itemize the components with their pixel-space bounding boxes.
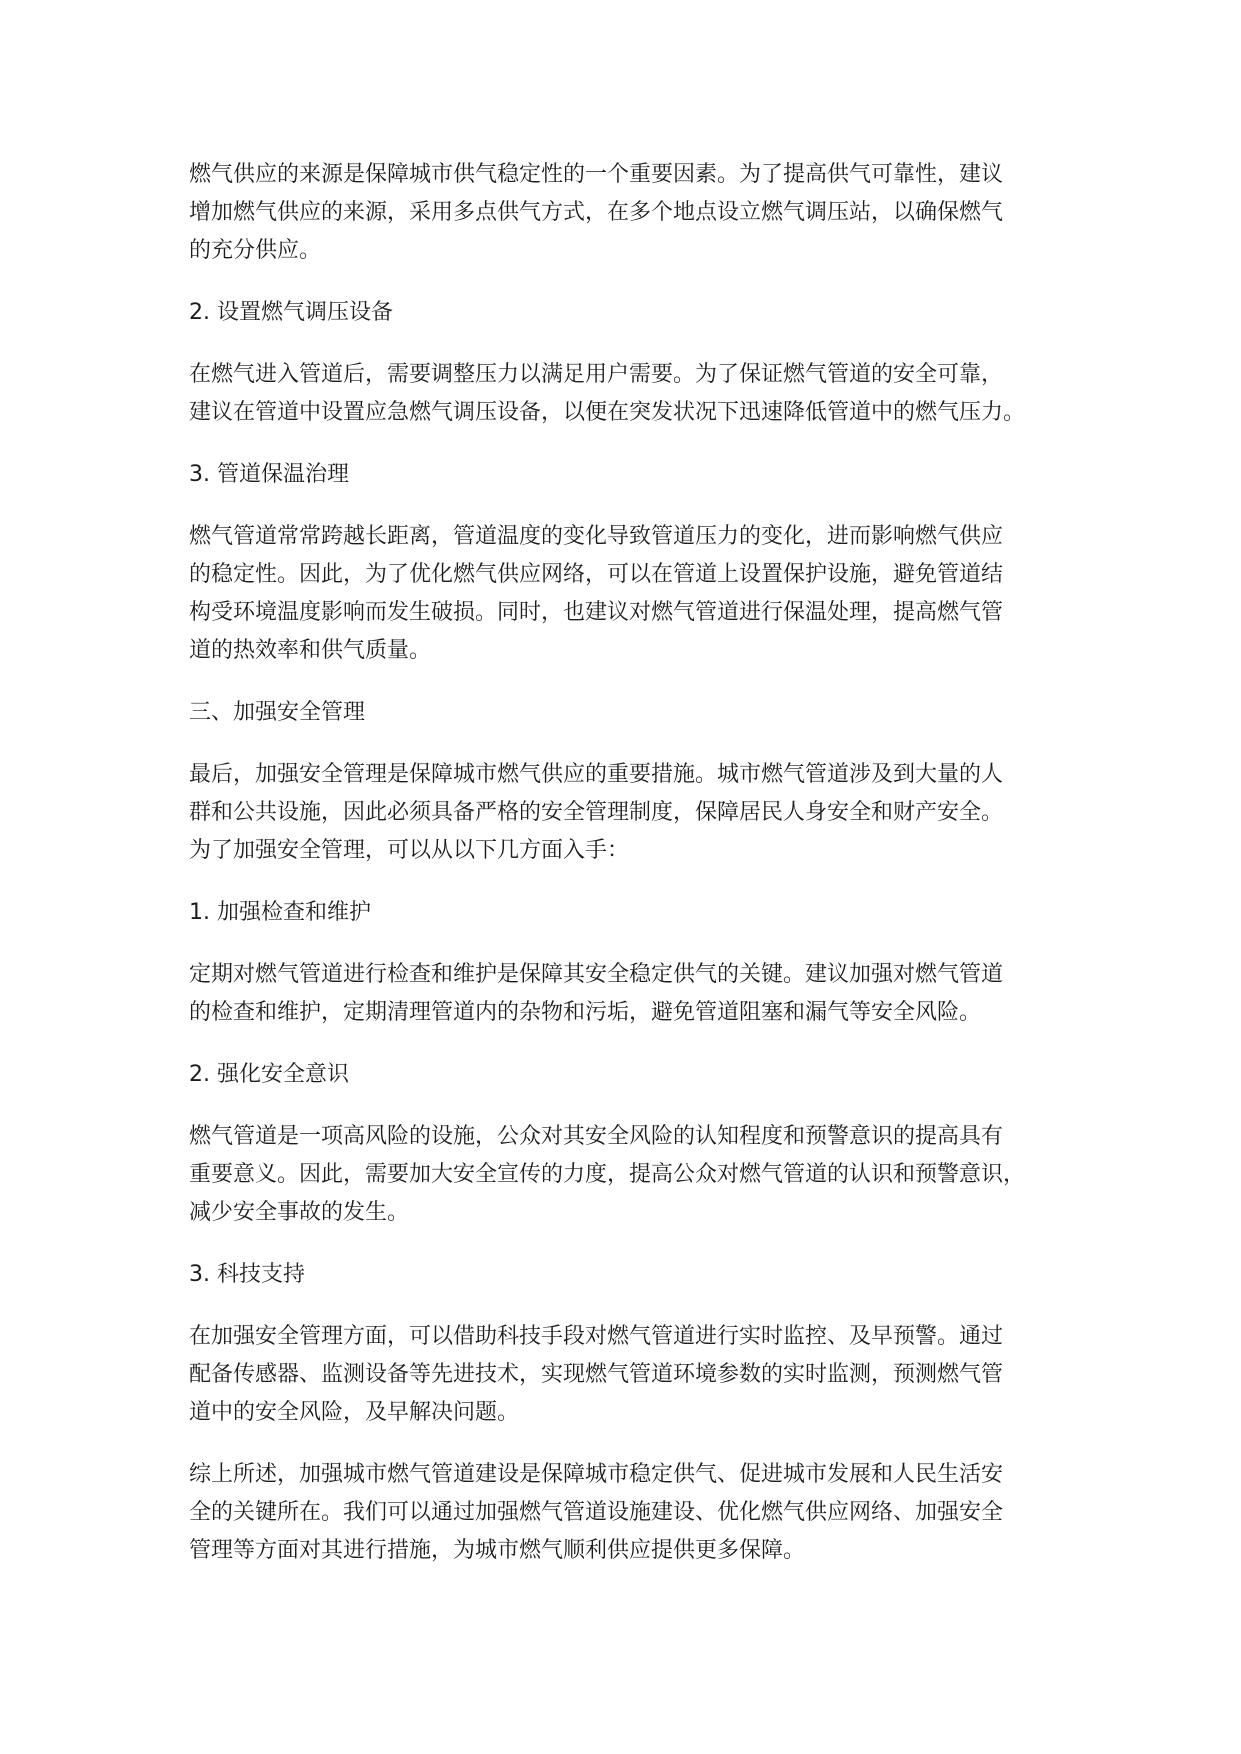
paragraph-pressure-equipment — [189, 356, 1079, 432]
text-line: 构受环境温度影响而发生破损。同时，也建议对燃气管道进行保温处理，提高燃气管 — [189, 600, 1004, 625]
text-line: 为了加强安全管理，可以从以下几方面入手： — [189, 838, 630, 863]
text-line: 定期对燃气管道进行检查和维护是保障其安全稳定供气的关键。建议加强对燃气管道 — [189, 962, 1004, 987]
text-line: 减少安全事故的发生。 — [189, 1200, 410, 1225]
text-line: 综上所述，加强城市燃气管道建设是保障城市稳定供气、促进城市发展和人民生活安 — [189, 1462, 1004, 1487]
heading-text: 1. 加强检查和维护 — [189, 900, 371, 925]
paragraph-supply-sources — [189, 156, 1079, 270]
text-line: 道的热效率和供气质量。 — [189, 638, 432, 663]
text-line: 管理等方面对其进行措施，为城市燃气顺利供应提供更多保障。 — [189, 1538, 806, 1563]
heading-inspection — [189, 894, 1079, 932]
text-line: 在加强安全管理方面，可以借助科技手段对燃气管道进行实时监控、及早预警。通过 — [189, 1324, 1004, 1349]
text-line: 全的关键所在。我们可以通过加强燃气管道设施建设、优化燃气供应网络、加强安全 — [189, 1500, 1004, 1525]
heading-text: 2. 设置燃气调压设备 — [189, 300, 393, 325]
text-line: 道中的安全风险，及早解决问题。 — [189, 1400, 520, 1425]
text-line: 重要意义。因此，需要加大安全宣传的力度，提高公众对燃气管道的认识和预警意识， — [189, 1162, 1026, 1187]
heading-text: 3. 管道保温治理 — [189, 462, 349, 487]
text-line: 燃气管道常常跨越长距离，管道温度的变化导致管道压力的变化，进而影响燃气供应 — [189, 524, 1004, 549]
heading-text: 三、加强安全管理 — [189, 700, 366, 725]
text-line: 的稳定性。因此，为了优化燃气供应网络，可以在管道上设置保护设施，避免管道结 — [189, 562, 1004, 587]
text-line: 最后，加强安全管理是保障城市燃气供应的重要措施。城市燃气管道涉及到大量的人 — [189, 762, 1004, 787]
heading-text: 2. 强化安全意识 — [189, 1062, 349, 1087]
text-line: 在燃气进入管道后，需要调整压力以满足用户需要。为了保证燃气管道的安全可靠， — [189, 362, 1004, 387]
heading-section-three — [189, 694, 1079, 732]
heading-text: 3. 科技支持 — [189, 1262, 305, 1287]
paragraph-inspection — [189, 956, 1079, 1032]
heading-technology — [189, 1256, 1079, 1294]
paragraph-conclusion — [189, 1456, 1079, 1570]
text-line: 配备传感器、监测设备等先进技术，实现燃气管道环境参数的实时监测，预测燃气管 — [189, 1362, 1004, 1387]
text-line: 燃气管道是一项高风险的设施，公众对其安全风险的认知程度和预警意识的提高具有 — [189, 1124, 1004, 1149]
paragraph-awareness — [189, 1118, 1079, 1232]
text-line: 增加燃气供应的来源，采用多点供气方式，在多个地点设立燃气调压站，以确保燃气 — [189, 200, 1004, 225]
text-line: 燃气供应的来源是保障城市供气稳定性的一个重要因素。为了提高供气可靠性，建议 — [189, 162, 1004, 187]
heading-awareness — [189, 1056, 1079, 1094]
heading-pressure-equipment — [189, 294, 1079, 332]
paragraph-technology — [189, 1318, 1079, 1432]
document-body — [189, 156, 1079, 1594]
paragraph-insulation — [189, 518, 1079, 670]
text-line: 建议在管道中设置应急燃气调压设备，以便在突发状况下迅速降低管道中的燃气压力。 — [189, 400, 1026, 425]
text-line: 群和公共设施，因此必须具备严格的安全管理制度，保障居民人身安全和财产安全。 — [189, 800, 1004, 825]
heading-insulation — [189, 456, 1079, 494]
paragraph-safety-management — [189, 756, 1079, 870]
text-line: 的充分供应。 — [189, 238, 322, 263]
text-line: 的检查和维护，定期清理管道内的杂物和污垢，避免管道阻塞和漏气等安全风险。 — [189, 1000, 982, 1025]
